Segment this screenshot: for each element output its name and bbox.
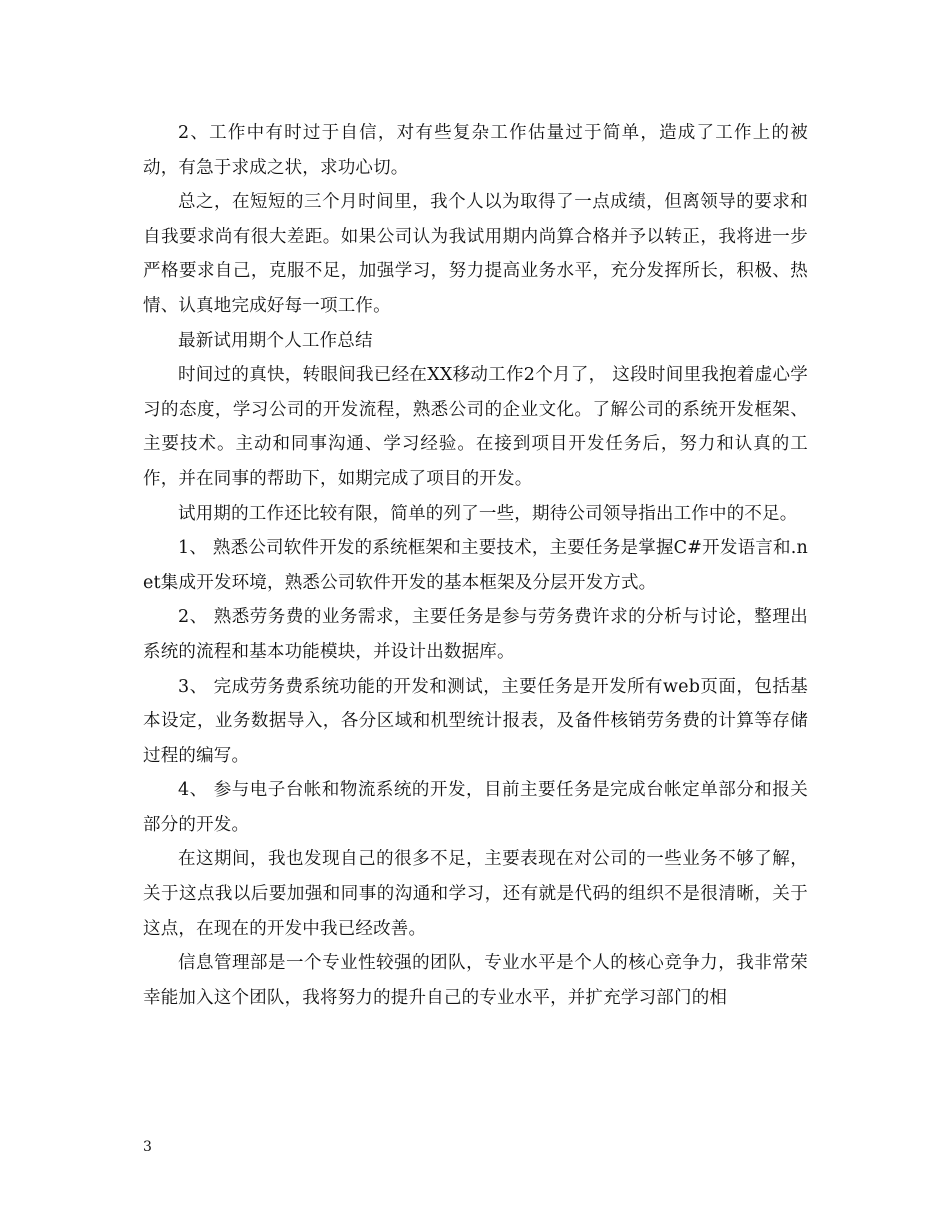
- paragraph-2: 总之，在短短的三个月时间里，我个人以为取得了一点成绩，但离领导的要求和自我要求尚有很大差距。如果公司认为我试用期内尚算合格并予以转正，我将进一步严格要求自己，克服不足，加强学习，努力提高业务水平，充分发挥所长，积极、热情、认真地完成好每一项工作。: [143, 192, 808, 316]
- paragraph-5: 试用期的工作还比较有限，简单的列了一些，期待公司领导指出工作中的不足。: [178, 503, 798, 524]
- page-number: 3: [143, 1139, 152, 1155]
- paragraph-4: 时间过的真快，转眼间我已经在XX移动工作2个月了， 这段时间里我抱着虚心学习的态度，学习公司的开发流程，熟悉公司的企业文化。了解公司的系统开发框架、主要技术。主动和同事沟通、学习经验。在接到项目开发任务后，努力和认真的工作，并在同事的帮助下，如期完成了项目的开发。: [143, 365, 808, 489]
- paragraph-11: 信息管理部是一个专业性较强的团队，专业水平是个人的核心竞争力，我非常荣幸能加入这个团队，我将努力的提升自己的专业水平，并扩充学习部门的相: [143, 953, 808, 1008]
- section-heading: 最新试用期个人工作总结: [178, 330, 373, 351]
- paragraph-10: 在这期间，我也发现自己的很多不足，主要表现在对公司的一些业务不够了解，关于这点我以后要加强和同事的沟通和学习，还有就是代码的组织不是很清晰，关于这点，在现在的开发中我已经改善。: [143, 849, 808, 939]
- paragraph-1: 2、工作中有时过于自信，对有些复杂工作估量过于简单，造成了工作上的被动，有急于求成之状，求功心切。: [143, 123, 808, 178]
- list-item-4: 4、 参与电子台帐和物流系统的开发，目前主要任务是完成台帐定单部分和报关部分的开发。: [143, 780, 808, 835]
- list-item-3: 3、 完成劳务费系统功能的开发和测试，主要任务是开发所有web页面，包括基本设定，业务数据导入，各分区域和机型统计报表，及备件核销劳务费的计算等存储过程的编写。: [143, 676, 808, 766]
- list-item-2: 2、 熟悉劳务费的业务需求，主要任务是参与劳务费许求的分析与讨论，整理出系统的流程和基本功能模块，并设计出数据库。: [143, 607, 808, 662]
- document-body: [143, 116, 808, 1015]
- list-item-1: 1、 熟悉公司软件开发的系统框架和主要技术，主要任务是掌握C#开发语言和.net集成开发环境，熟悉公司软件开发的基本框架及分层开发方式。: [143, 538, 808, 593]
